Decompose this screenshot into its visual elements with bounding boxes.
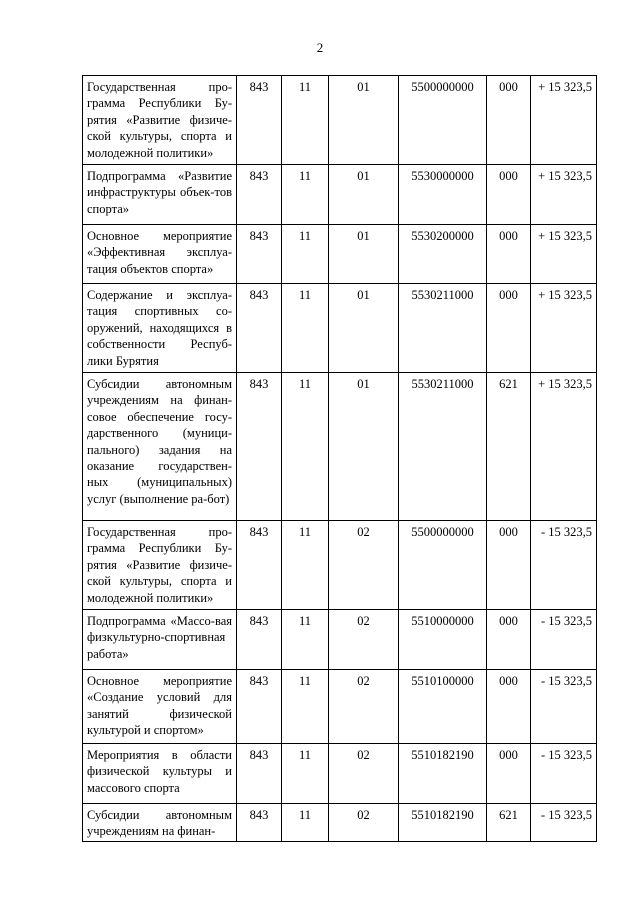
target-article-cell: 5510100000 — [399, 670, 487, 744]
section-code-cell: 11 — [282, 284, 329, 373]
subsection-code-cell: 01 — [329, 76, 399, 165]
row-description: Субсидии автономным учреждениям на финан- — [83, 804, 237, 842]
target-article-cell: 5530200000 — [399, 225, 487, 284]
section-code-cell: 11 — [282, 373, 329, 521]
expense-type-cell: 000 — [487, 670, 531, 744]
ministry-code-cell: 843 — [237, 76, 282, 165]
table-row — [83, 76, 597, 165]
ministry-code-cell: 843 — [237, 373, 282, 521]
amount-cell: - 15 323,5 — [531, 670, 597, 744]
amount-cell: + 15 323,5 — [531, 225, 597, 284]
expense-type-cell: 000 — [487, 610, 531, 670]
amount-cell: - 15 323,5 — [531, 610, 597, 670]
section-code-cell: 11 — [282, 521, 329, 610]
table-row — [83, 521, 597, 610]
subsection-code-cell: 01 — [329, 373, 399, 521]
ministry-code-cell: 843 — [237, 744, 282, 804]
expense-type-cell: 000 — [487, 225, 531, 284]
section-code-cell: 11 — [282, 76, 329, 165]
target-article-cell: 5510182190 — [399, 744, 487, 804]
table-row — [83, 610, 597, 670]
table-row — [83, 670, 597, 744]
ministry-code-cell: 843 — [237, 165, 282, 225]
subsection-code-cell: 01 — [329, 284, 399, 373]
row-description: Государственная про-грамма Республики Бу-рятия «Развитие физиче-ской культуры, спорта и молодежной политики» — [83, 76, 237, 165]
ministry-code-cell: 843 — [237, 610, 282, 670]
target-article-cell: 5530211000 — [399, 373, 487, 521]
subsection-code-cell: 02 — [329, 610, 399, 670]
amount-cell: + 15 323,5 — [531, 76, 597, 165]
table-row — [83, 165, 597, 225]
amount-cell: + 15 323,5 — [531, 284, 597, 373]
amount-cell: - 15 323,5 — [531, 744, 597, 804]
expense-type-cell: 000 — [487, 165, 531, 225]
target-article-cell: 5530000000 — [399, 165, 487, 225]
ministry-code-cell: 843 — [237, 804, 282, 842]
row-description: Мероприятия в области физической культуры и массового спорта — [83, 744, 237, 804]
row-description: Основное мероприятие «Эффективная эксплуа-тация объектов спорта» — [83, 225, 237, 284]
ministry-code-cell: 843 — [237, 284, 282, 373]
subsection-code-cell: 02 — [329, 804, 399, 842]
table-row — [83, 284, 597, 373]
table-row — [83, 373, 597, 521]
expense-type-cell: 621 — [487, 804, 531, 842]
target-article-cell: 5530211000 — [399, 284, 487, 373]
expense-type-cell: 000 — [487, 76, 531, 165]
amount-cell: + 15 323,5 — [531, 373, 597, 521]
section-code-cell: 11 — [282, 804, 329, 842]
table-row — [83, 744, 597, 804]
section-code-cell: 11 — [282, 670, 329, 744]
table-row — [83, 804, 597, 842]
subsection-code-cell: 02 — [329, 670, 399, 744]
page-number: 2 — [316, 40, 324, 55]
row-description: Содержание и эксплуа-тация спортивных со-оружений, находящихся в собственности Респуб-лики Бурятия — [83, 284, 237, 373]
expense-type-cell: 621 — [487, 373, 531, 521]
row-description: Подпрограмма «Массо-вая физкультурно-спортивная работа» — [83, 610, 237, 670]
row-description: Государственная про-грамма Республики Бу-рятия «Развитие физиче-ской культуры, спорта и молодежной политики» — [83, 521, 237, 610]
row-description: Субсидии автономным учреждениям на финан-совое обеспечение госу-дарственного (муници-пального) задания на оказание государствен-ных (муниципальных) услуг (выполнение ра-бот) — [83, 373, 237, 521]
amount-cell: - 15 323,5 — [531, 521, 597, 610]
target-article-cell: 5500000000 — [399, 521, 487, 610]
section-code-cell: 11 — [282, 744, 329, 804]
ministry-code-cell: 843 — [237, 521, 282, 610]
budget-table — [82, 75, 597, 842]
ministry-code-cell: 843 — [237, 225, 282, 284]
row-description: Основное мероприятие «Создание условий для занятий физической культурой и спортом» — [83, 670, 237, 744]
amount-cell: + 15 323,5 — [531, 165, 597, 225]
row-description: Подпрограмма «Развитие инфраструктуры объек-тов спорта» — [83, 165, 237, 225]
expense-type-cell: 000 — [487, 744, 531, 804]
amount-cell: - 15 323,5 — [531, 804, 597, 842]
subsection-code-cell: 01 — [329, 165, 399, 225]
table-row — [83, 225, 597, 284]
subsection-code-cell: 02 — [329, 521, 399, 610]
section-code-cell: 11 — [282, 610, 329, 670]
target-article-cell: 5510182190 — [399, 804, 487, 842]
ministry-code-cell: 843 — [237, 670, 282, 744]
target-article-cell: 5500000000 — [399, 76, 487, 165]
subsection-code-cell: 02 — [329, 744, 399, 804]
section-code-cell: 11 — [282, 165, 329, 225]
section-code-cell: 11 — [282, 225, 329, 284]
expense-type-cell: 000 — [487, 521, 531, 610]
subsection-code-cell: 01 — [329, 225, 399, 284]
expense-type-cell: 000 — [487, 284, 531, 373]
target-article-cell: 5510000000 — [399, 610, 487, 670]
